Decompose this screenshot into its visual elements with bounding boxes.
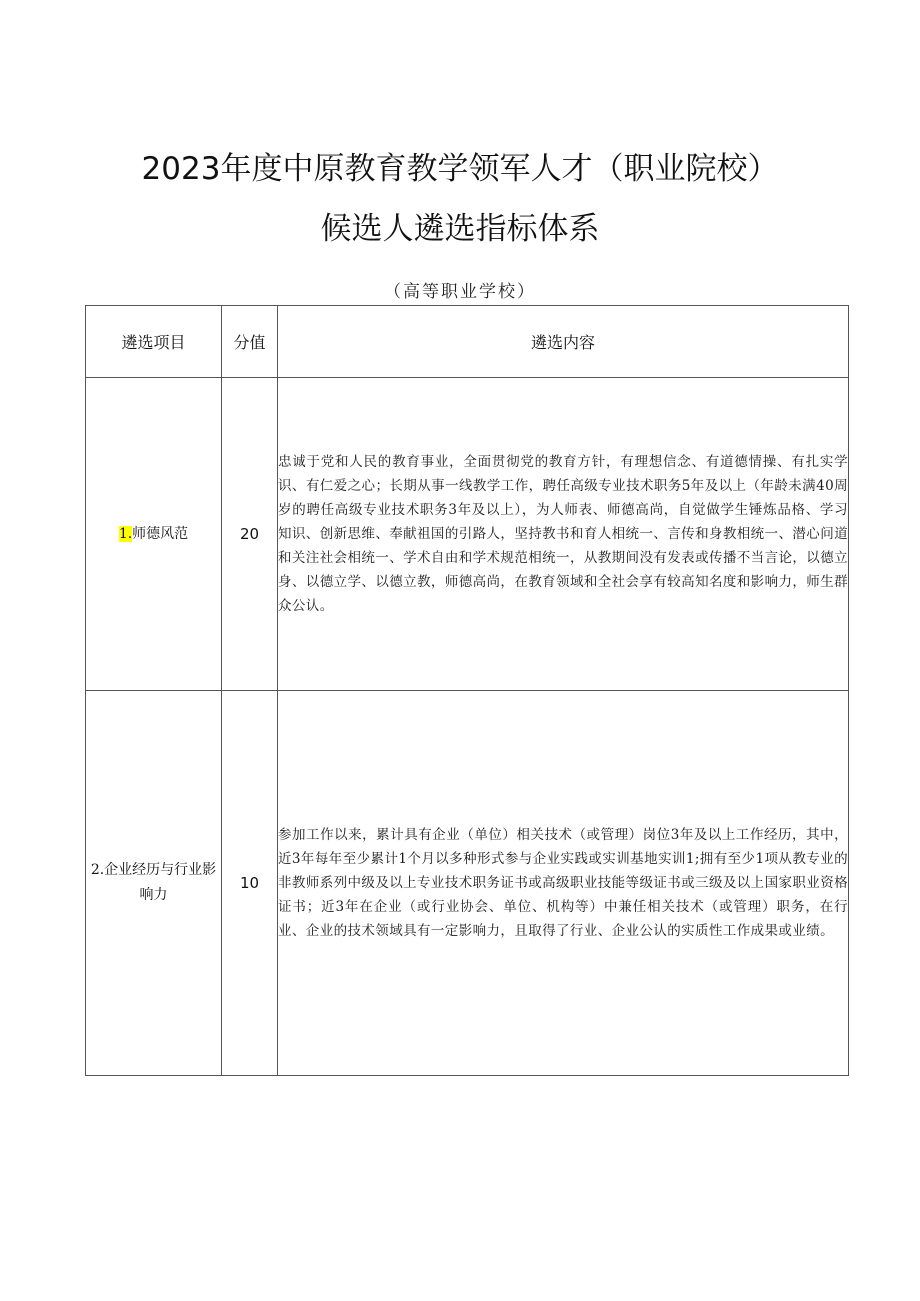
document-title-line-1: 2023年度中原教育教学领军人才（职业院校） [141,151,779,187]
document-title-line-2: 候选人遴选指标体系 [320,211,600,247]
table-row [86,378,849,691]
table-row [86,691,849,1076]
item-name: 师德风范 [132,525,189,542]
header-item: 遴选项目 [86,306,222,378]
content-cell: 参加工作以来，累计具有企业（单位）相关技术（或管理）岗位3年及以上工作经历，其中，近3年每年至少累计1个月以多种形式参与企业实践或实训基地实训1;拥有至少1项从教专业的非教师系列中级及以上专业技术职务证书或高级职业技能等级证书或三级及以上国家职业资格证书；近3年在企业（或行业协会、单位、机构等）中兼任相关技术（或管理）职务，在行业、企业的技术领域具有一定影响力，且取得了行业、企业公认的实质性工作成果或业绩。 [278,691,849,1076]
item-cell [86,378,222,691]
header-score: 分值 [222,306,278,378]
item-cell [86,691,222,1076]
criteria-table [85,305,849,1076]
table-header-row [86,306,849,378]
header-content: 遴选内容 [278,306,849,378]
score-cell: 10 [222,691,278,1076]
document-subtitle: （高等职业学校） [384,282,536,302]
content-cell: 忠诚于党和人民的教育事业，全面贯彻党的教育方针，有理想信念、有道德情操、有扎实学识、有仁爱之心；长期从事一线教学工作，聘任高级专业技术职务5年及以上（年龄未满40周岁的聘任高级专业技术职务3年及以上），为人师表、师德高尚，自觉做学生锤炼品格、学习知识、创新思维、奉献祖国的引路人，坚持教书和育人相统一、言传和身教相统一、潜心问道和关注社会相统一、学术自由和学术规范相统一，从教期间没有发表或传播不当言论，以德立身、以德立学、以德立教，师德高尚，在教育领域和全社会享有较高知名度和影响力，师生群众公认。 [278,378,849,691]
item-name: 企业经历与行业影响力 [104,862,217,903]
highlighted-item-number: 1. [118,525,133,542]
item-number: 2. [90,862,105,878]
score-cell: 20 [222,378,278,691]
